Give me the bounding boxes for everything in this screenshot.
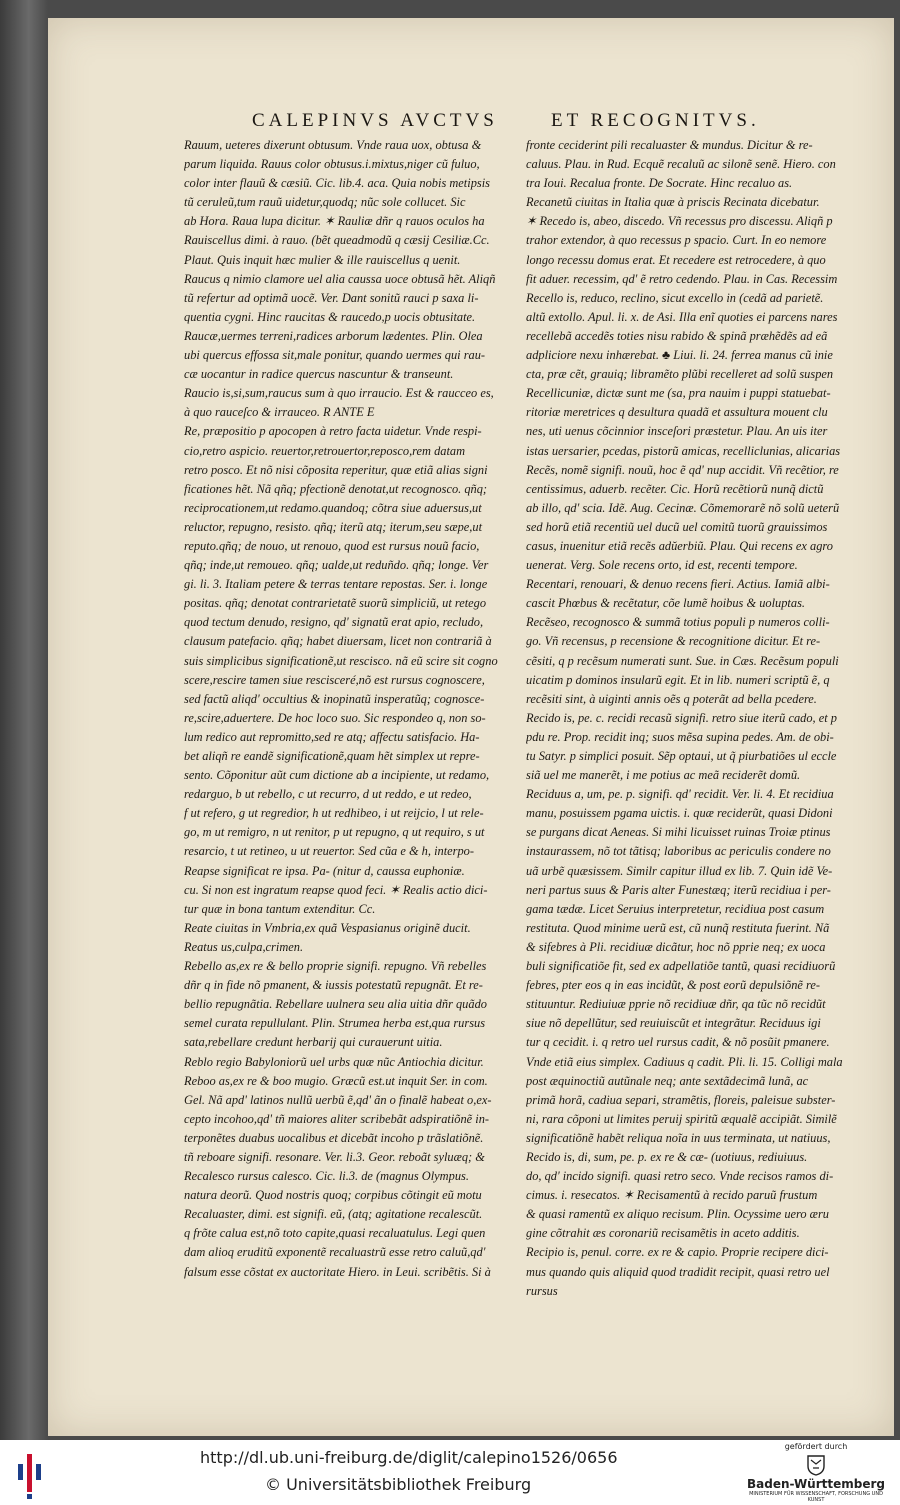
text-line: Plaut. Quis inquit hæc mulier & ille rauiscellus q uenit. <box>184 252 461 267</box>
text-line: fronte ceciderint pili recaluaster & mundus. Dicitur & re- <box>526 138 813 152</box>
copyright-notice: © Universitätsbibliothek Freiburg <box>265 1475 532 1494</box>
text-line: cta, præ cẽt, grauiq; libramẽto plũbi recelleret ad solũ suspen <box>526 367 834 382</box>
text-line: tũ refertur ad optimã uocẽ. Ver. Dant sonitũ rauci p saxa li- <box>184 290 479 305</box>
text-line: ✶ Recedo is, abeo, discedo. Vñ recessus pro discessu. Aliqñ p <box>526 214 833 229</box>
text-line: cio,retro aspicio. reuertor,retrouertor,reposco,rem datam <box>184 443 466 458</box>
text-line: casus, inuenitur etiã recẽs adŭerbiũ. Plau. Qui recens ex agro <box>526 538 833 553</box>
text-line: dam alioq eruditũ exponentẽ recaluastrũ esse retro caluũ,qd' <box>184 1245 486 1260</box>
text-line: buli significatiõe fit, sed ex adpellatiõe tantũ, quasi recidiuorũ <box>526 959 836 974</box>
text-line: restituta. Quod minime uerũ est, cũ nunq̃ restituta fuerint. Nã <box>526 920 830 935</box>
text-line: Recẽseo, recognosco & summã totius populi p numeros colli- <box>526 615 830 630</box>
text-line: cascit Phœbus & recẽtatur, cõe lumẽ hoibus & uoluptas. <box>526 596 805 611</box>
text-line: gama tædæ. Licet Seruius interpretetur, recidiua post casum <box>526 901 825 916</box>
text-line: retro posco. Et nõ nisi cõposita reperitur, quæ etiã alias signi <box>184 462 488 477</box>
text-line: uenerat. Verg. Sole recens orto, id est, recenti tempore. <box>526 558 798 573</box>
sponsor-caption: gefördert durch <box>784 1442 848 1451</box>
text-line: significatiõnẽ habẽt reliqua noĩa in uus terminata, ut natiuus, <box>526 1130 831 1145</box>
text-line: do, qd' incido signifi. quasi retro seco. Vnde recisos ramos di- <box>526 1169 834 1184</box>
text-line: tur q cecidit. i. q retro uel rursus cadit, & nõ posũit pmanere. <box>526 1035 830 1050</box>
running-head-right: ET RECOGNITVS. <box>551 110 760 131</box>
text-line: color inter flauũ & cæsiũ. Cic. lib.4. aca. Quia nobis metipsis <box>184 176 490 191</box>
text-line: sento. Cõponitur aũt cum dictione ab a incipiente, ut redamo, <box>184 768 490 783</box>
text-line: cẽsiti, q p recẽsum numerati sunt. Sue. in Cæs. Recẽsum populi <box>526 653 839 668</box>
text-line: Rebello as,ex re & bello proprie signifi. repugno. Vñ rebelles <box>184 959 487 974</box>
text-line: rursus <box>526 1283 558 1298</box>
text-line: resarcio, t ut retineo, u ut reuertor. Sed cũa e & h, interpo- <box>184 844 474 859</box>
text-line: instaurassem, nõ tot tãtisq; laboribus ac periculis condere no <box>526 844 831 859</box>
text-line: centissimus, aduerb. recẽter. Cic. Horũ recẽtiorũ nunq̃ dictũ <box>526 481 824 496</box>
text-line: tñ reboare signifi. resonare. Ver. li.3. Geor. reboãt syluæq; & <box>184 1149 485 1164</box>
sponsor-ministry: MINISTERIUM FÜR WISSENSCHAFT, FORSCHUNG UND KUNST <box>749 1491 883 1503</box>
text-line: sed horũ etiã recentiũ uel ducũ uel comitũ tuorũ grauissimos <box>526 519 828 534</box>
text-line: ubi quercus effossa sit,male ponitur, quando uermes qui rau- <box>184 348 486 363</box>
sponsor-name: Baden-Württemberg <box>746 1477 885 1491</box>
sponsor-block <box>746 1442 886 1503</box>
right-column <box>526 136 866 1301</box>
text-line: caluus. Plau. in Rud. Ecquẽ recaluũ ac silonẽ senẽ. Hiero. con <box>526 157 836 172</box>
text-line: bellio repugnãtia. Rebellare uulnera seu alia uitia dñr quãdo <box>184 997 487 1012</box>
text-line: istas uersarier, pcedas, pistorũ amicas, recelliclunias, alicarias <box>526 443 841 458</box>
text-line: Reate ciuitas in Vmbria,ex quã Vespasianus originẽ ducit. <box>184 920 471 935</box>
text-line: uã urbẽ quæsissem. Similr capitur illud ex lib. 7. Quin idẽ Ve- <box>526 863 833 878</box>
text-line: re,scire,aduertere. De hoc loco suo. Sic respondeo q, non so- <box>184 710 486 725</box>
text-line: tra Ioui. Recalua fronte. De Socrate. Hinc recaluo as. <box>526 176 793 191</box>
text-line: & sifebres à Pli. recidiuæ dicãtur, hoc nõ pprie neq; ex uoca <box>526 939 826 954</box>
text-line: reciprocationem,ut redamo.quandoq; cõtra siue aduersus,ut <box>184 500 482 515</box>
text-line: gine cõtrahit æs coronariũ recisamẽtis in aceto additis. <box>526 1226 800 1241</box>
text-line: Recalesco rursus calesco. Cic. li.3. de (magnus Olympus. <box>184 1169 469 1184</box>
text-line: tũ ceruleũ,tum rauũ uidetur,quodq; nũc sole collucet. Sic <box>184 195 466 210</box>
text-line: recẽsiti sint, à uiginti annis oẽs q poterãt ad bella pcedere. <box>526 691 817 706</box>
text-line: tu Satyr. p simplici posuit. Sẽp optaui, ut q̃ piurbatiões ul eccle <box>526 749 837 763</box>
text-line: siã uel me manerẽt, i me potius ac meã reciderẽt domũ. <box>526 768 801 783</box>
text-line: dñr q in fide nõ pmanent, & iussis potestatũ repugnãt. Et re- <box>184 978 483 993</box>
text-line: semel curata repullulant. Plin. Strumea herba est,qua rursus <box>184 1016 486 1031</box>
text-line: f ut refero, g ut regredior, h ut redhibeo, i ut reijcio, l ut rele- <box>184 806 484 821</box>
text-line: scere,rescire tamen siue rescisceré,nõ est rursus cognoscere, <box>184 672 485 687</box>
text-line: longo recessu domus erat. Et recedere est retrocedere, à quo <box>526 252 826 267</box>
text-line: cepto incohoo,qd' tñ maiores aliter scribebãt adspiratiõnẽ in- <box>184 1111 490 1126</box>
text-line: Reatus us,culpa,crimen. <box>184 939 304 954</box>
text-line: cimus. i. resecatos. ✶ Recisamentũ à recido paruũ frustum <box>526 1188 818 1203</box>
left-column <box>184 136 524 1282</box>
text-line: Recellicuniæ, dictæ sunt me (sa, pra nauim i puppi statuebat- <box>526 386 831 401</box>
text-line: trahor extendor, à quo recessus p spacio. Curt. In eo nemore <box>526 233 827 248</box>
text-line: uicatim p dominos insularũ egit. Et in lib. numeri scriptũ ẽ, q <box>526 672 830 687</box>
text-line: Recipio is, penul. corre. ex re & capio. Proprie recipere dici- <box>526 1245 829 1260</box>
text-line: Reblo regio Babyloniorũ uel urbs quæ nũc Antiochia dicitur. <box>184 1054 484 1069</box>
text-line: qñq; inde,ut remoueo. qñq; ualde,ut reduñdo. qñq; longe. Ver <box>184 558 489 573</box>
text-line: ab Hora. Raua lupa dicitur. ✶ Rauliæ dñr q rauos oculos ha <box>184 214 485 229</box>
text-line: se purgans dicat Aeneas. Si mihi licuisset ruinas Troiæ ptinus <box>526 825 831 840</box>
text-line: adpliciore nexu inhærebat. ♣ Liui. li. 24. ferrea manus cũ inie <box>526 348 833 363</box>
text-line: Recido is, pe. c. recidi recasũ signifi. retro siue iterũ cado, et p <box>526 710 837 725</box>
text-line: Recido is, di, sum, pe. p. ex re & cæ- (uotiuus, rediuiuus. <box>526 1149 808 1164</box>
text-line: Reapse significat re ipsa. Pa- (nitur d, caussa euphoniæ. <box>184 863 465 878</box>
text-line: febres, pter eos q in eas incidũt, & post eorũ depulsiõnẽ re- <box>526 978 821 993</box>
text-line: redarguo, b ut rebello, c ut recurro, d ut reddo, e ut redeo, <box>184 787 472 802</box>
text-line: ab illo, qd' scia. Idẽ. Aug. Cecinæ. Cõmemorarẽ nõ solũ ueterũ <box>526 500 840 515</box>
text-line: reluctor, repugno, resisto. qñq; iterũ atq; iterum,seu sæpe,ut <box>184 519 483 534</box>
text-line: Raucæ,uermes terreni,radices arborum lædentes. Plin. Olea <box>184 328 483 343</box>
text-line: nes, uti uenus cõcinnior insceſori præstetur. Plau. An uis iter <box>526 424 828 439</box>
text-line: Gel. Nã apd' latinos nullũ uerbũ ẽ,qd' ãn o finalẽ habeat o,ex- <box>184 1092 492 1107</box>
text-line: primã horã, cadiua separi, stramẽtis, floreis, paleisue subster- <box>526 1092 836 1107</box>
permalink-url[interactable]: http://dl.ub.uni-freiburg.de/diglit/calepino1526/0656 <box>200 1448 618 1467</box>
text-line: go. Vñ recensus, p recensione & recognitione dicitur. Et re- <box>526 634 821 649</box>
text-line: Recaluaster, dimi. est signifi. eũ, (atq; agitatione recalescũt. <box>184 1207 483 1222</box>
text-line: fit aduer. recessim, qd' ẽ retro cedendo. Plau. in Cas. Recessim <box>526 271 838 286</box>
text-line: Recẽs, nomẽ signifi. nouũ, hoc ẽ qd' nup accidit. Vñ recẽtior, re <box>526 462 839 477</box>
text-line: cæ uocantur in radice quercus nascuntur & transeunt. <box>184 367 454 382</box>
text-line: siue nõ depellũtur, sed reuiuiscũt et integrãtur. Reciduus igi <box>526 1016 821 1031</box>
text-line: sata,rebellare credunt herbarij qui curauerunt uitia. <box>184 1035 443 1050</box>
text-line: Re, præpositio p apocopen à retro facta uidetur. Vnde respi- <box>184 424 482 439</box>
text-line: ni, rara cõponi ut limites peruij spiritũ æqualẽ accipiãt. Similẽ <box>526 1111 837 1126</box>
text-line: Raucio is,si,sum,raucus sum à quo irraucio. Est & raucceo es, <box>184 386 494 401</box>
text-line: positas. qñq; denotat contrarietatẽ suorũ simpliciũ, ut retego <box>184 596 487 611</box>
text-line: & quasi ramentũ ex aliquo recisum. Plin. Ocyssime uero æru <box>526 1207 829 1222</box>
text-line: lum redico aut repromitto,sed re atq; affectu satisfacio. Ha- <box>184 729 480 744</box>
text-line: bet aliqñ re eandẽ significationẽ,quam hẽt simplex ut repre- <box>184 749 480 763</box>
viewer-footer <box>0 1440 900 1505</box>
text-line: natura deorũ. Quod nostris quoq; corpibus cõtingit eũ motu <box>184 1188 482 1203</box>
text-line: quentia cygni. Hinc raucitas & raucedo,p uocis obtusitate. <box>184 309 476 324</box>
text-line: go, m ut remigro, n ut renitor, p ut repugno, q ut requiro, s ut <box>184 825 485 840</box>
text-line: Rauiscellus dimi. à rauo. (bẽt queadmodũ q cæsij Cesiliæ.Cc. <box>184 233 490 248</box>
text-line: gi. li. 3. Italiam petere & terras tentare repostas. Ser. i. longe <box>184 577 488 592</box>
library-logo-icon <box>18 1446 58 1500</box>
text-line: clausum patefacio. qñq; habet diuersam, licet non contrariã à <box>184 634 492 649</box>
text-line: ficationes hẽt. Nã qñq; pfectionẽ denotat,ut recognosco. qñq; <box>184 481 488 496</box>
text-line: ritoriæ meretrices q desultura quadã et assultura mouent clu <box>526 405 828 420</box>
text-line: manu, posuissem pgama uictis. i. quæ reciderũt, quasi Didoni <box>526 806 833 821</box>
text-line: q frõte calua est,nõ toto capite,quasi recaluatulus. Legi quen <box>184 1226 486 1241</box>
text-line: stituuntur. Rediuiuæ pprie nõ recidiuæ dñr, qa tũc nõ recidũt <box>526 997 826 1012</box>
text-line: post æquinoctiũ autũnale neq; ante sextãdecimã lunã, ac <box>526 1073 809 1088</box>
text-line: Recello is, reduco, reclino, sicut excello in (cedã ad parietẽ. <box>526 290 824 305</box>
text-line: neri partus suus & Paris alter Funestæq; iterũ recidiua i per- <box>526 882 831 897</box>
text-line: suis simplicibus significationẽ,ut rescisco. nã eũ scire sit cogno <box>184 653 498 668</box>
text-line: parum liquida. Rauus color obtusus.i.mixtus,niger cũ fuluo, <box>184 157 480 172</box>
text-line: falsum esse cõstat ex auctoritate Hiero. in Leui. scribẽtis. Si à <box>184 1264 491 1279</box>
text-line: quod tectum denudo, resigno, qd' signatũ erat apio, recludo, <box>184 615 484 630</box>
text-line: Recentari, renouari, & denuo recens fieri. Actius. Iamiã albi- <box>526 577 830 592</box>
text-line: altũ extollo. Apul. li. x. de Asi. Illa enĩ quoties ei parcens nares <box>526 309 838 324</box>
text-line: Vnde etiã eius simplex. Cadiuus q cadit. Pli. li. 15. Colligi mala <box>526 1054 843 1069</box>
text-line: recellebã accedẽs toties nisu rabido & spinã præhẽdẽs ad eã <box>526 328 828 343</box>
running-head-left: CALEPINVS AVCTVS <box>252 110 498 131</box>
text-line: cu. Si non est ingratum reapse quod feci. ✶ Realis actio dici- <box>184 882 488 897</box>
text-line: terponẽtes duabus uocalibus et dicebãt incoho p trãslatiõnẽ. <box>184 1130 484 1145</box>
text-line: Reciduus a, um, pe. p. signifi. qd' recidit. Ver. li. 4. Et recidiua <box>526 787 834 802</box>
text-line: Reboo as,ex re & boo mugio. Græcũ est.ut inquit Ser. in com. <box>184 1073 488 1088</box>
text-line: Raucus q nimio clamore uel alia caussa uoce obtusã hẽt. Aliqñ <box>184 271 496 286</box>
text-line: pdu re. Prop. recidit inq; suos mẽsa supina pedes. Am. de obi- <box>526 729 834 744</box>
text-line: sed factũ aliqd' occultius & inopinatũ insperatũq; cognosce- <box>184 691 485 706</box>
state-coat-of-arms-icon <box>804 1454 828 1476</box>
book-page <box>48 18 894 1436</box>
text-line: à quo rauceſco & irrauceo. R ANTE E <box>184 405 375 420</box>
text-line: Rauum, ueteres dixerunt obtusum. Vnde raua uox, obtusa & <box>184 138 482 152</box>
text-line: reputo.qñq; de nouo, ut renouo, quod est rursus nouũ facio, <box>184 538 480 553</box>
text-line: Recanetũ ciuitas in Italia quæ à priscis Recinata dicebatur. <box>526 195 820 210</box>
text-line: tur quæ in bona tantum extenditur. Cc. <box>184 901 376 916</box>
book-edge <box>0 0 48 1440</box>
text-line: mus quando quis aliquid quod tradidit recipit, quasi retro uel <box>526 1264 830 1279</box>
